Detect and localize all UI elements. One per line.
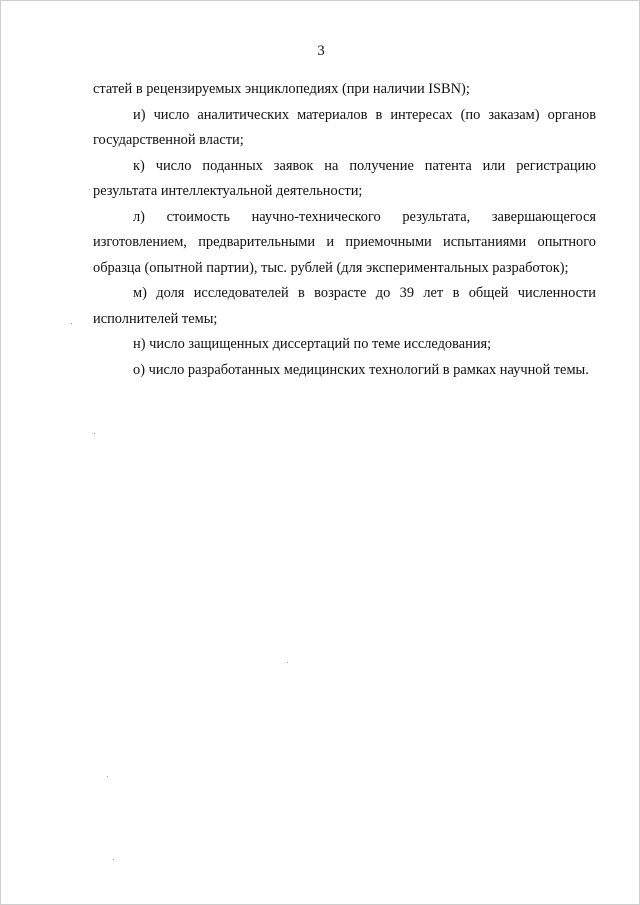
paragraph-item-l: л) стоимость научно-технического результата, завершающегося изготовлением, предварительными и приемочными испытаниями опытного образца (опытной партии), тыс. рублей (для экспериментальных разработок); xyxy=(93,208,596,276)
page-number: 3 xyxy=(317,43,325,59)
paragraph-item-n: н) число защищенных диссертаций по теме исследования; xyxy=(133,336,492,352)
scan-speck xyxy=(287,662,288,663)
scan-speck xyxy=(107,776,108,777)
scan-speck xyxy=(89,189,90,190)
document-body xyxy=(93,77,596,383)
paragraph-item-k: к) число поданных заявок на получение патента или регистрацию результата интеллектуальной деятельности; xyxy=(93,157,596,199)
paragraph-item-i: и) число аналитических материалов в интересах (по заказам) органов государственной власти; xyxy=(93,106,596,148)
scan-speck xyxy=(94,433,95,434)
paragraph-item-m: м) доля исследователей в возрасте до 39 лет в общей численности исполнителей темы; xyxy=(93,285,596,327)
scan-speck xyxy=(71,323,72,324)
paragraph-item-o: о) число разработанных медицинских технологий в рамках научной темы. xyxy=(133,361,589,378)
scan-speck xyxy=(113,859,114,860)
paragraph-continuation: статей в рецензируемых энциклопедиях (при наличии ISBN); xyxy=(93,81,470,97)
